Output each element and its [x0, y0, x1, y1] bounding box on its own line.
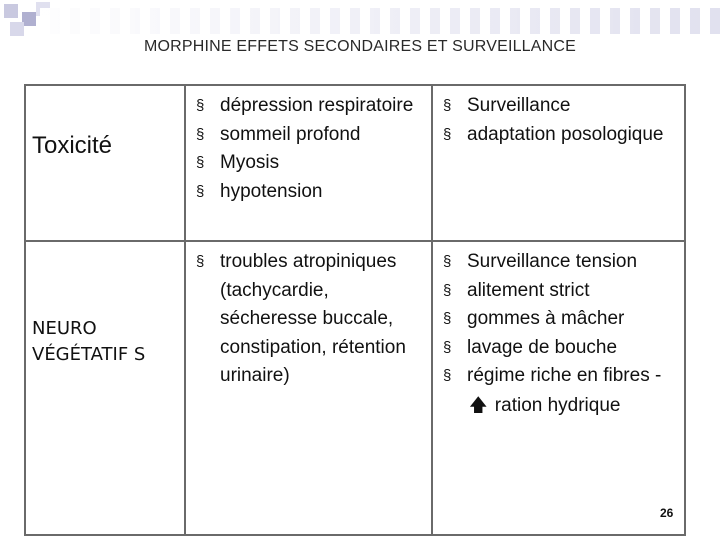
- page-number: 26: [660, 506, 674, 520]
- bullet-icon: §: [196, 154, 205, 172]
- list-item: [441, 92, 682, 121]
- bullet-icon: §: [196, 97, 205, 114]
- effects-list: [194, 248, 427, 391]
- list-item-text: régime riche en fibres -: [467, 365, 662, 387]
- list-item-text: troubles atropiniques (tachycardie, sécheresse buccale, constipation, rétention urinaire): [220, 251, 406, 387]
- list-item: [441, 305, 682, 334]
- list-item: [441, 362, 682, 420]
- bullet-icon: §: [196, 182, 205, 200]
- effects-list: [194, 92, 427, 206]
- list-item-text: gommes à mâcher: [467, 308, 625, 330]
- bullet-icon: §: [443, 281, 452, 299]
- list-item: [441, 121, 682, 150]
- list-item-text: sommeil profond: [220, 123, 361, 145]
- list-item: [441, 334, 682, 363]
- table-row-toxicite: [26, 86, 684, 242]
- bullet-icon: §: [443, 125, 452, 143]
- decorative-top-fade: [40, 8, 720, 34]
- list-item-text: lavage de bouche: [467, 336, 618, 358]
- surveillance-list: [441, 248, 682, 421]
- bullet-icon: §: [443, 253, 452, 270]
- arrow-up-icon: 🡅: [469, 394, 488, 415]
- surveillance-cell: [433, 86, 686, 240]
- bullet-icon: §: [443, 338, 452, 356]
- list-item-text: Surveillance: [467, 95, 571, 116]
- list-item-text: adaptation posologique: [467, 123, 664, 145]
- list-item-text: hypotension: [220, 180, 323, 202]
- list-item: [194, 121, 427, 150]
- effects-cell: [186, 242, 431, 536]
- bullet-icon: §: [196, 253, 205, 270]
- list-item-text: alitement strict: [467, 279, 590, 301]
- list-item: [194, 248, 427, 391]
- slide-title: MORPHINE EFFETS SECONDAIRES ET SURVEILLANCE: [143, 38, 577, 55]
- bullet-icon: §: [443, 310, 452, 328]
- list-item-text: dépression respiratoire: [220, 95, 414, 116]
- list-item-text: Surveillance tension: [467, 251, 638, 272]
- surveillance-cell: [433, 242, 686, 536]
- table-row-neuro-vegetatifs: [26, 242, 684, 536]
- list-item-text: ration hydrique: [489, 394, 621, 416]
- list-item: [194, 92, 427, 121]
- effects-cell: [186, 86, 431, 240]
- list-item: [194, 149, 427, 178]
- list-item: [194, 178, 427, 207]
- row-label: Toxicité: [32, 132, 113, 159]
- list-item: [441, 277, 682, 306]
- list-item-text: Myosis: [220, 152, 280, 174]
- side-effects-table: [24, 84, 686, 536]
- bullet-icon: §: [196, 125, 205, 143]
- list-item: [441, 248, 682, 277]
- row-label-cell: [26, 86, 184, 240]
- bullet-icon: §: [443, 97, 452, 114]
- row-label-cell: [26, 242, 184, 536]
- bullet-icon: §: [443, 367, 452, 385]
- row-label: NEURO VÉGÉTATIF S: [32, 318, 146, 365]
- surveillance-list: [441, 92, 682, 149]
